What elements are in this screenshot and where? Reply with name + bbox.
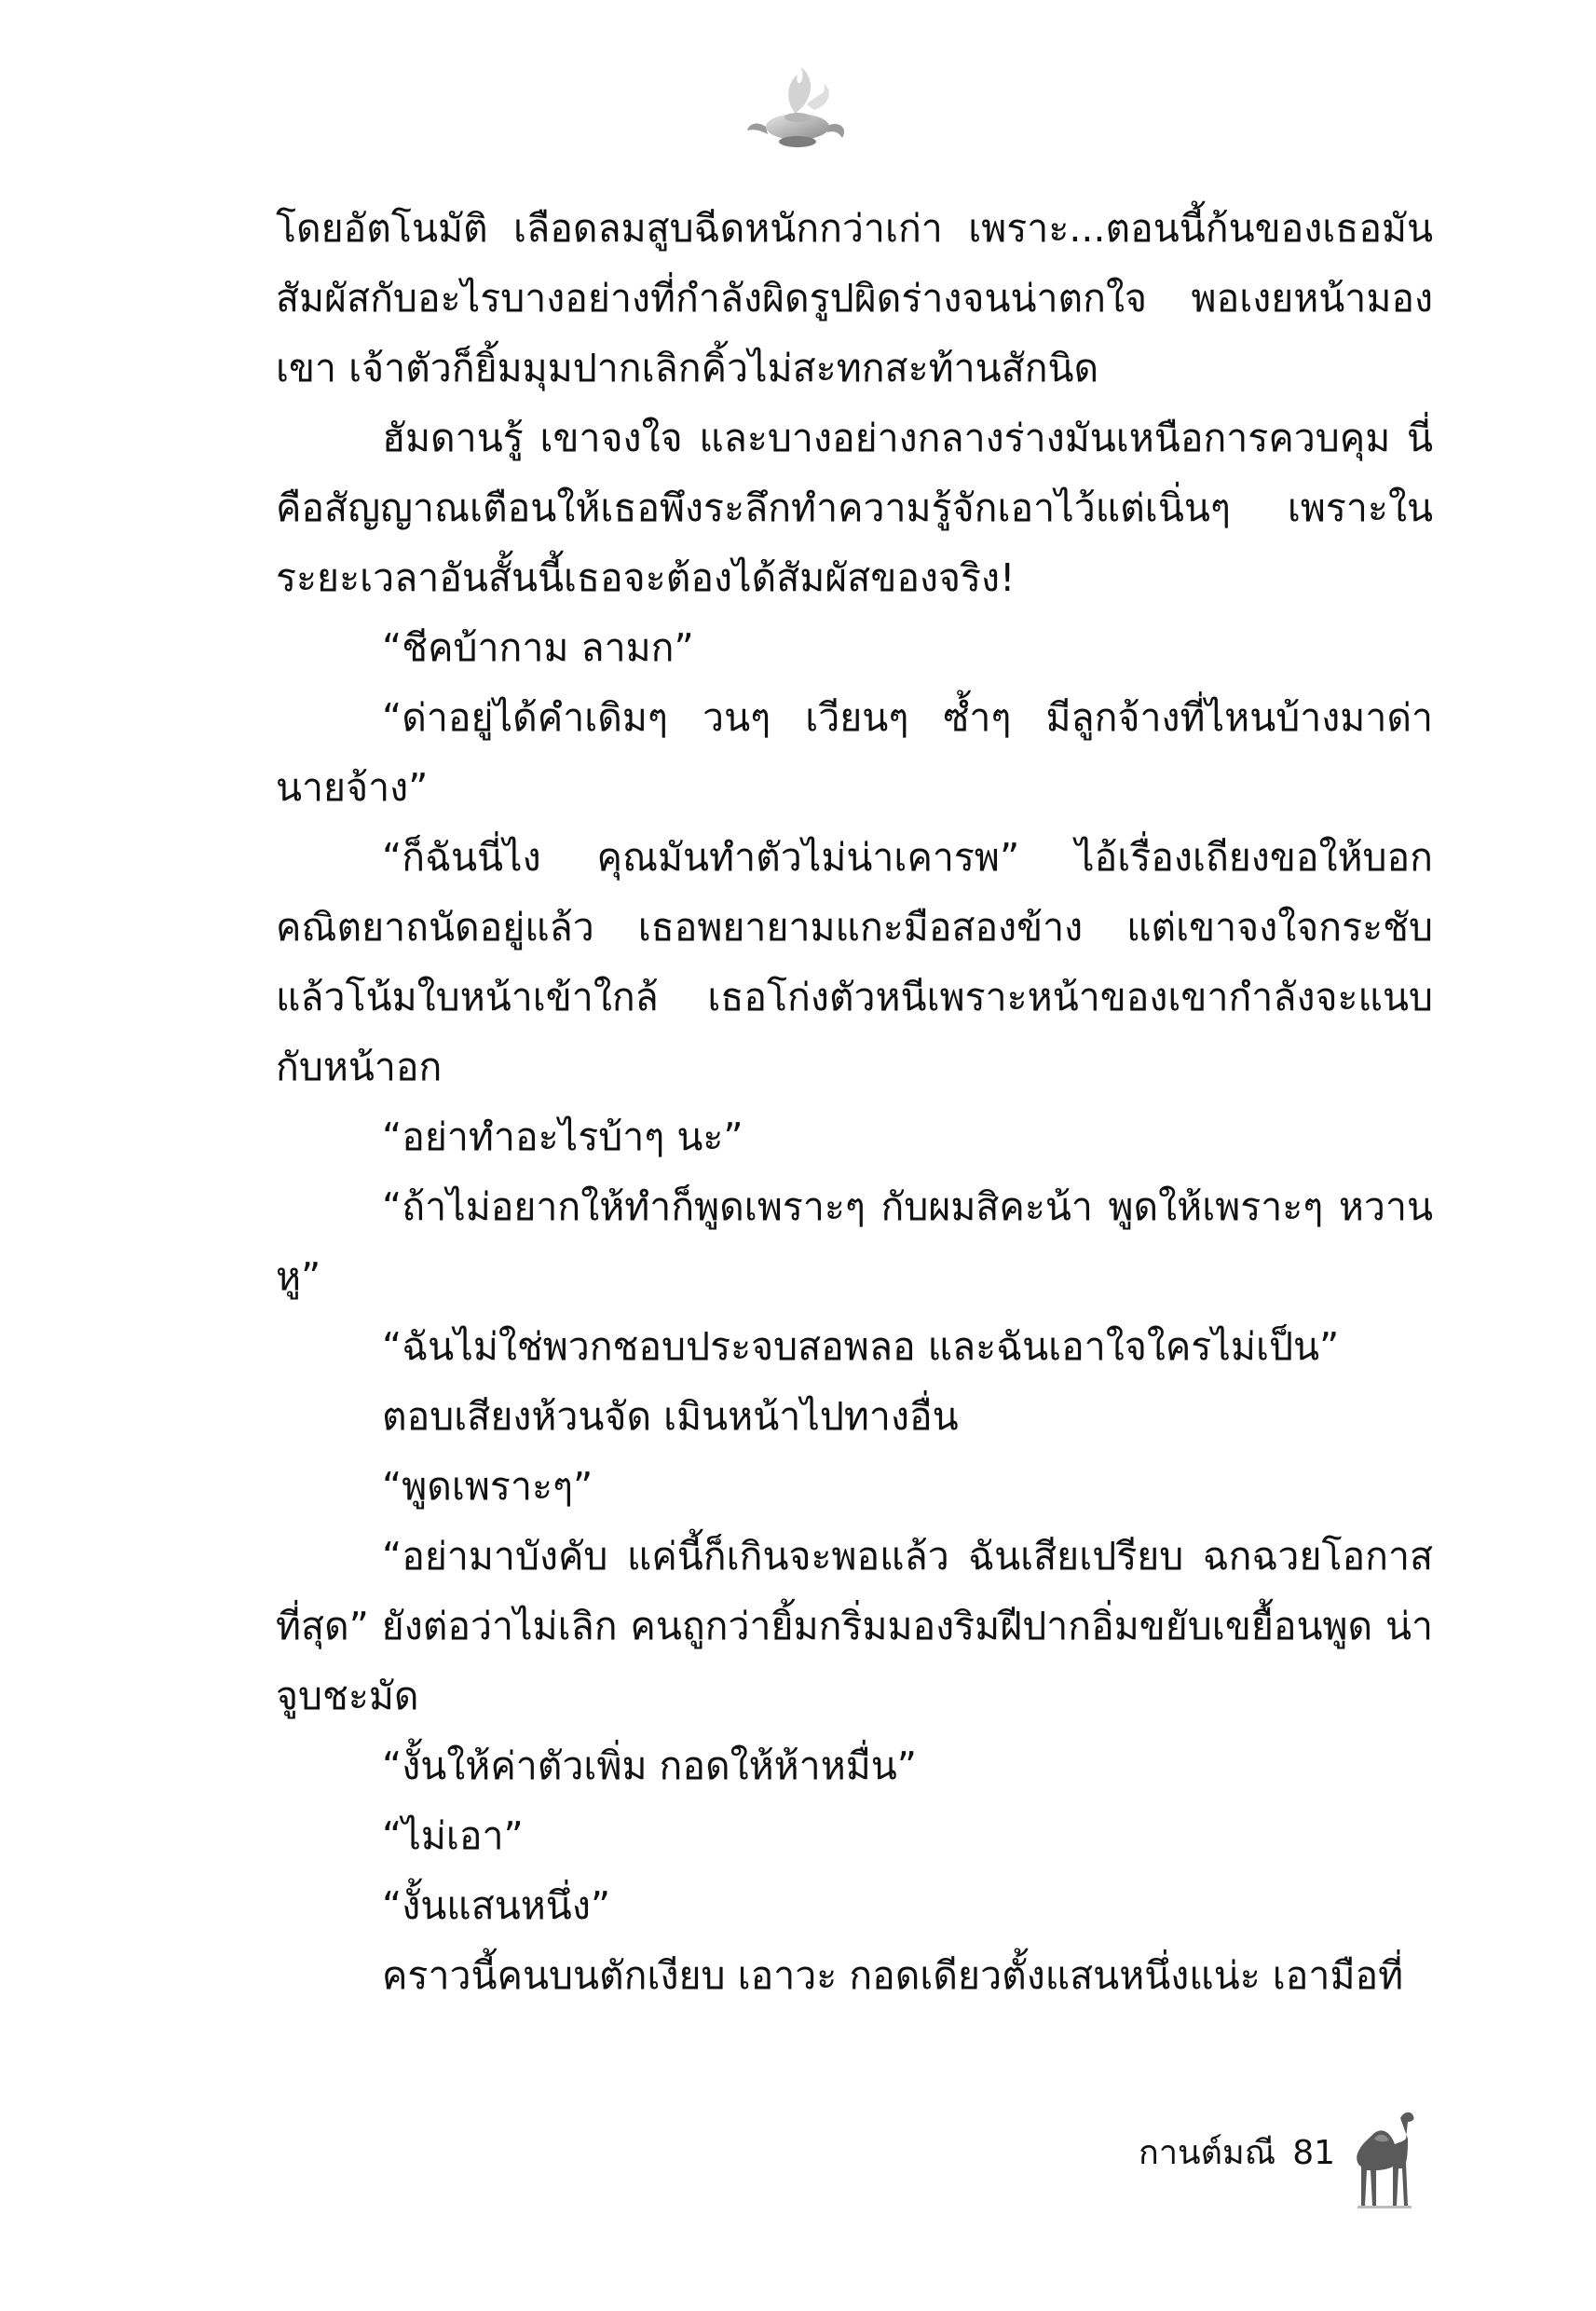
paragraph: โดยอัตโนมัติ เลือดลมสูบฉีดหนักกว่าเก่า เพราะ...ตอนนี้ก้นของเธอมันสัมผัสกับอะไรบางอย่างที่กำลังผิดรูปผิดร่างจนน่าตกใจ พอเงยหน้ามองเขา เจ้าตัวก็ยิ้มมุมปากเลิกคิ้วไม่สะทกสะท้านสักนิด xyxy=(276,206,1433,390)
paragraph: ตอบเสียงห้วนจัด เมินหน้าไปทางอื่น xyxy=(382,1394,959,1439)
paragraph: “งั้นแสนหนึ่ง” xyxy=(382,1883,611,1928)
paragraph: “ด่าอยู่ได้คำเดิมๆ วนๆ เวียนๆ ซ้ำๆ มีลูกจ้างที่ไหนบ้างมาด่านายจ้าง” xyxy=(276,695,1433,810)
body-text xyxy=(276,194,1433,2011)
magic-lamp-icon xyxy=(742,48,853,160)
paragraph: “พูดเพราะๆ” xyxy=(382,1464,593,1509)
paragraph: “ก็ฉันนี่ไง คุณมันทำตัวไม่น่าเคารพ” ไอ้เรื่องเถียงขอให้บอก คณิตยาถนัดอยู่แล้ว เธอพยายามแกะมือสองข้าง แต่เขาจงใจกระชับแล้วโน้มใบหน้าเข้าใกล้ เธอโก่งตัวหนีเพราะหน้าของเขากำลังจะแนบกับหน้าอก xyxy=(276,835,1433,1089)
paragraph: “ฉันไม่ใช่พวกชอบประจบสอพลอ และฉันเอาใจใครไม่เป็น” xyxy=(382,1324,1340,1369)
paragraph: “อย่าทำอะไรบ้าๆ นะ” xyxy=(382,1114,743,1159)
camel-icon xyxy=(1346,2101,1421,2222)
paragraph: “ชีคบ้ากาม ลามก” xyxy=(382,625,694,670)
paragraph: “ถ้าไม่อยากให้ทำก็พูดเพราะๆ กับผมสิคะน้า พูดให้เพราะๆ หวานหู” xyxy=(276,1184,1433,1299)
paragraph: คราวนี้คนบนตักเงียบ เอาวะ กอดเดียวตั้งแสนหนึ่งแน่ะ เอามือที่ xyxy=(382,1953,1404,1998)
paragraph: “งั้นให้ค่าตัวเพิ่ม กอดให้ห้าหมื่น” xyxy=(382,1744,918,1788)
book-title: กานต์มณี xyxy=(1139,2134,1276,2172)
paragraph: ฮัมดานรู้ เขาจงใจ และบางอย่างกลางร่างมันเหนือการควบคุม นี่คือสัญญาณเตือนให้เธอพึงระลึกทำความรู้จักเอาไว้แต่เนิ่นๆ เพราะในระยะเวลาอันสั้นนี้เธอจะต้องได้สัมผัสของจริง! xyxy=(276,416,1433,600)
paragraph: “อย่ามาบังคับ แค่นี้ก็เกินจะพอแล้ว ฉันเสียเปรียบ ฉกฉวยโอกาสที่สุด” ยังต่อว่าไม่เลิก คนถูกว่ายิ้มกริ่มมองริมฝีปากอิ่มขยับเขยื้อนพูด น่าจูบชะมัด xyxy=(276,1534,1433,1718)
page-number: 81 xyxy=(1292,2134,1335,2172)
paragraph: “ไม่เอา” xyxy=(382,1813,524,1858)
